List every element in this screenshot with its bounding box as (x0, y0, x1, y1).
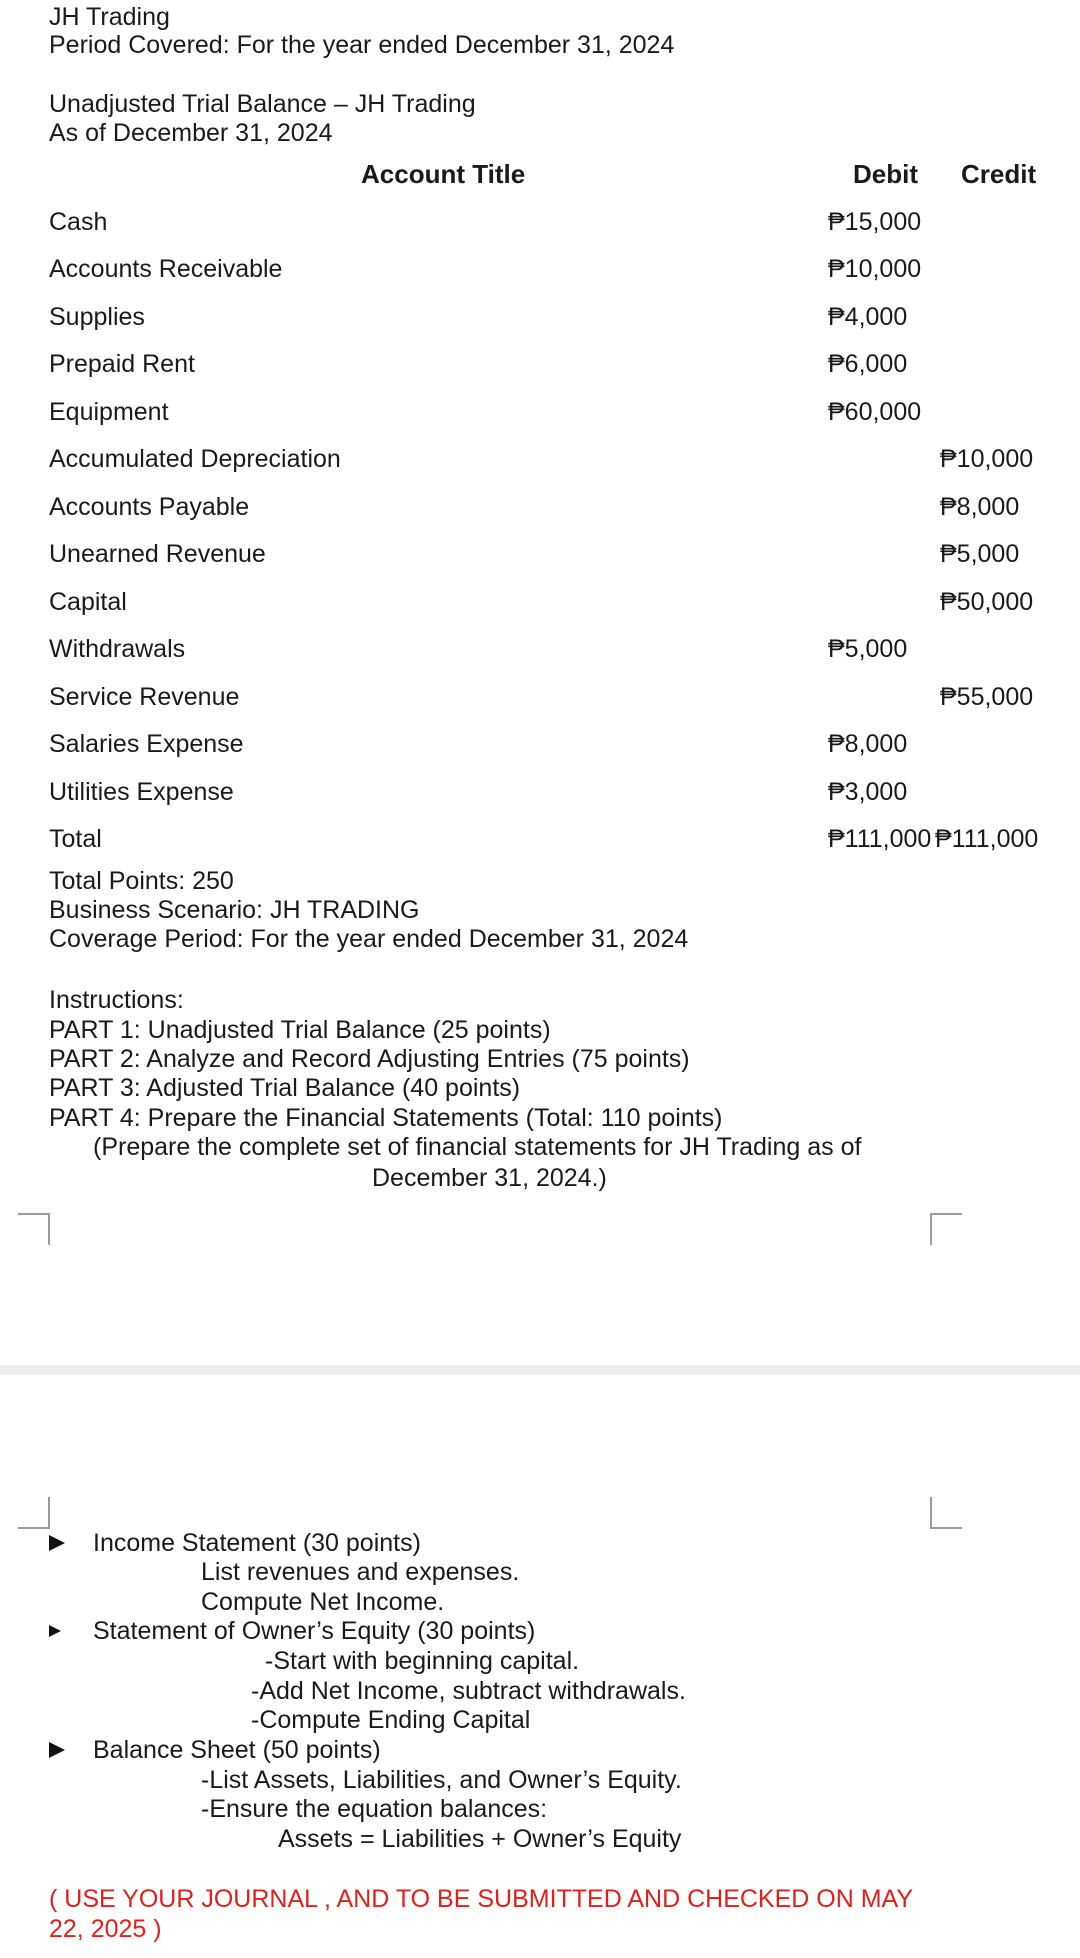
arrow-bullet-icon (49, 1535, 65, 1551)
period-covered: Period Covered: For the year ended December 31, 2024 (49, 31, 675, 59)
crop-mark-icon (18, 1497, 50, 1529)
account-title: Accumulated Depreciation (49, 445, 341, 473)
instructions-heading: Instructions: (49, 986, 184, 1014)
account-title: Capital (49, 588, 127, 616)
column-header-account: Account Title (361, 159, 526, 189)
debit-amount: ₱3,000 (828, 778, 908, 806)
owners-equity-step-1: -Start with beginning capital. (265, 1647, 580, 1675)
debit-amount: ₱8,000 (828, 730, 908, 758)
arrow-bullet-icon (49, 1625, 61, 1637)
crop-mark-icon (18, 1213, 50, 1245)
account-title: Cash (49, 208, 108, 236)
instruction-part-4-note: (Prepare the complete set of financial statements for JH Trading as of (93, 1133, 862, 1161)
balance-sheet-step-1: -List Assets, Liabilities, and Owner’s Equity. (201, 1766, 682, 1794)
trial-balance-date: As of December 31, 2024 (49, 119, 333, 147)
company-name: JH Trading (49, 3, 170, 31)
account-title: Utilities Expense (49, 778, 234, 806)
table-row-total (0, 823, 1080, 855)
table-row (0, 206, 1080, 238)
table-row (0, 728, 1080, 760)
arrow-bullet-icon (49, 1742, 65, 1758)
coverage-period: Coverage Period: For the year ended December 31, 2024 (49, 925, 689, 953)
instruction-part-4: PART 4: Prepare the Financial Statements (Total: 110 points) (49, 1104, 723, 1132)
account-title: Equipment (49, 398, 169, 426)
instruction-part-3: PART 3: Adjusted Trial Balance (40 points) (49, 1074, 521, 1102)
debit-amount: ₱5,000 (828, 635, 908, 663)
table-row (0, 586, 1080, 618)
crop-mark-icon (930, 1213, 962, 1245)
account-title: Salaries Expense (49, 730, 244, 758)
table-row (0, 681, 1080, 713)
credit-amount: ₱5,000 (940, 540, 1020, 568)
account-title: Accounts Payable (49, 493, 250, 521)
income-statement-step-1: List revenues and expenses. (201, 1558, 520, 1586)
account-title: Service Revenue (49, 683, 240, 711)
crop-mark-icon (930, 1497, 962, 1529)
submission-note: ( USE YOUR JOURNAL , AND TO BE SUBMITTED AND CHECKED ON MAY 22, 2025 ) (49, 1885, 913, 1943)
total-points: Total Points: 250 (49, 867, 234, 895)
table-row (0, 633, 1080, 665)
table-row (0, 348, 1080, 380)
page-separator (0, 1365, 1080, 1375)
income-statement-title: Income Statement (30 points) (93, 1529, 421, 1557)
instruction-part-2: PART 2: Analyze and Record Adjusting Entries (75 points) (49, 1045, 690, 1073)
account-title: Prepaid Rent (49, 350, 195, 378)
credit-amount: ₱55,000 (940, 683, 1034, 711)
credit-amount: ₱8,000 (940, 493, 1020, 521)
instruction-part-4-note-date: December 31, 2024.) (372, 1164, 607, 1192)
table-row (0, 776, 1080, 808)
table-row (0, 396, 1080, 428)
owners-equity-step-3: -Compute Ending Capital (251, 1706, 531, 1734)
account-title: Supplies (49, 303, 145, 331)
debit-total: ₱111,000 (828, 825, 932, 853)
column-header-credit: Credit (961, 159, 1037, 189)
credit-amount: ₱10,000 (940, 445, 1034, 473)
account-title: Unearned Revenue (49, 540, 266, 568)
owners-equity-title: Statement of Owner’s Equity (30 points) (93, 1617, 536, 1645)
table-row (0, 301, 1080, 333)
debit-amount: ₱4,000 (828, 303, 908, 331)
table-row (0, 491, 1080, 523)
owners-equity-step-2: -Add Net Income, subtract withdrawals. (251, 1677, 686, 1705)
income-statement-step-2: Compute Net Income. (201, 1588, 445, 1616)
accounting-equation: Assets = Liabilities + Owner’s Equity (278, 1825, 682, 1853)
debit-amount: ₱15,000 (828, 208, 922, 236)
table-row (0, 253, 1080, 285)
table-row (0, 443, 1080, 475)
debit-amount: ₱60,000 (828, 398, 922, 426)
account-title: Total (49, 825, 102, 853)
business-scenario: Business Scenario: JH TRADING (49, 896, 420, 924)
trial-balance-title: Unadjusted Trial Balance – JH Trading (49, 90, 476, 118)
instruction-part-1: PART 1: Unadjusted Trial Balance (25 points) (49, 1016, 551, 1044)
account-title: Accounts Receivable (49, 255, 283, 283)
account-title: Withdrawals (49, 635, 186, 663)
credit-total: ₱111,000 (935, 825, 1039, 853)
balance-sheet-step-2: -Ensure the equation balances: (201, 1795, 548, 1823)
balance-sheet-title: Balance Sheet (50 points) (93, 1736, 381, 1764)
column-header-debit: Debit (853, 159, 918, 189)
table-row (0, 538, 1080, 570)
credit-amount: ₱50,000 (940, 588, 1034, 616)
debit-amount: ₱6,000 (828, 350, 908, 378)
debit-amount: ₱10,000 (828, 255, 922, 283)
